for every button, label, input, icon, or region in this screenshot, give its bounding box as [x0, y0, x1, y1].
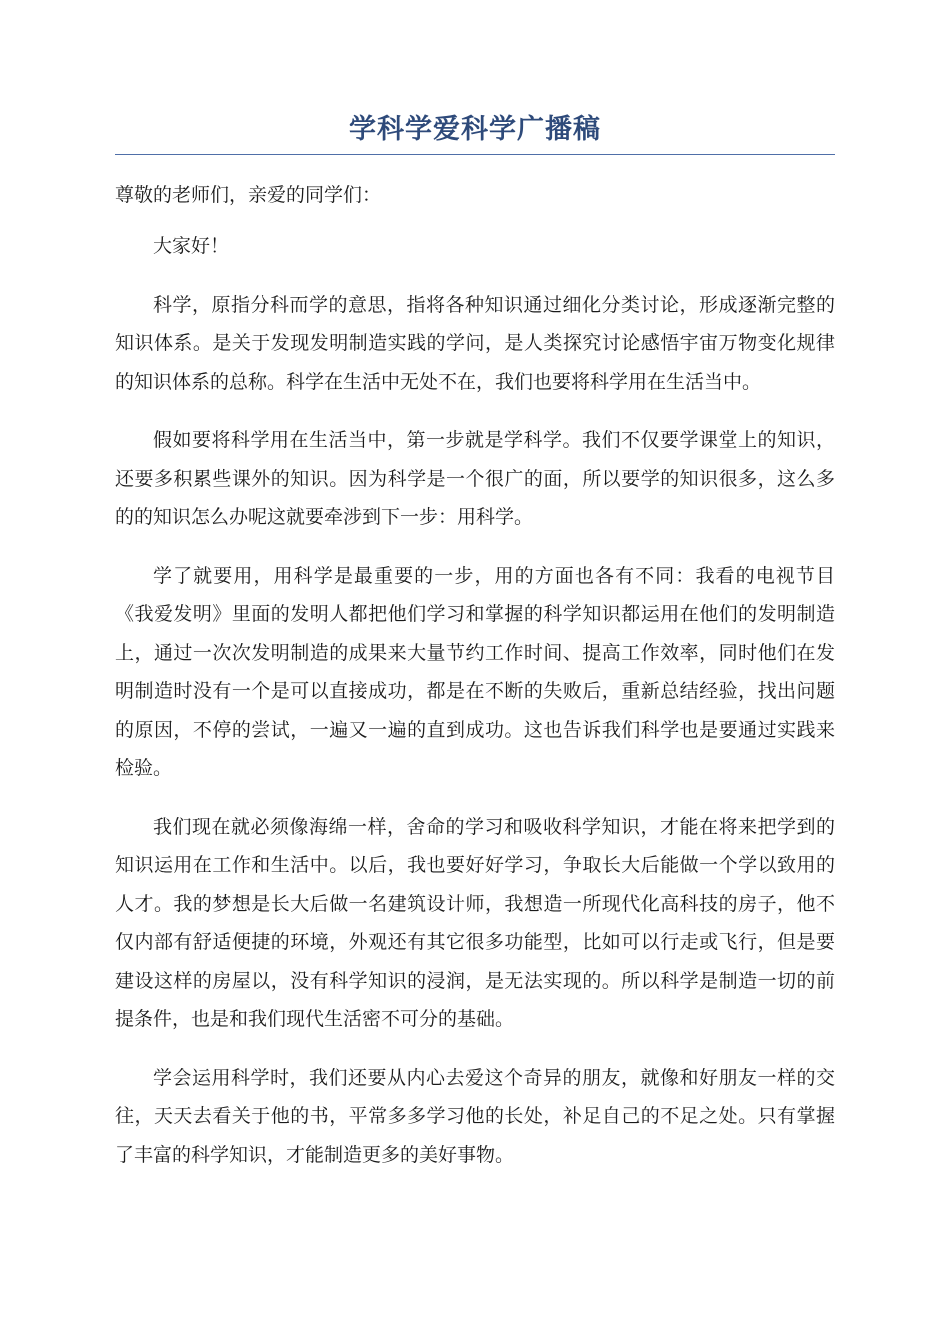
paragraph: 学了就要用，用科学是最重要的一步，用的方面也各有不同：我看的电视节目《我爱发明》里面的发明人都把他们学习和掌握的科学知识都运用在他们的发明制造上，通过一次次发明制造的成果来大量节约工作时间、提高工作效率，同时他们在发明制造时没有一个是可以直接成功，都是在不断的失败后，重新总结经验，找出问题的原因，不停的尝试，一遍又一遍的直到成功。这也告诉我们科学也是要通过实践来检验。	[115, 564, 835, 779]
paragraph: 假如要将科学用在生活当中，第一步就是学科学。我们不仅要学课堂上的知识，还要多积累些课外的知识。因为科学是一个很广的面，所以要学的知识很多，这么多的的知识怎么办呢这就要牵涉到下一步：用科学。	[115, 429, 835, 528]
paragraph: 大家好！	[153, 235, 230, 257]
document-title: 学科学爱科学广播稿	[349, 114, 601, 145]
paragraph: 科学，原指分科而学的意思，指将各种知识通过细化分类讨论，形成逐渐完整的知识体系。是关于发现发明制造实践的学问，是人类探究讨论感悟宇宙万物变化规律的知识体系的总称。科学在生活中无处不在，我们也要将科学用在生活当中。	[115, 293, 835, 393]
document-page	[115, 108, 835, 1174]
title-underline	[115, 154, 835, 155]
greeting: 尊敬的老师们，亲爱的同学们：	[115, 184, 382, 206]
paragraph: 我们现在就必须像海绵一样，舍命的学习和吸收科学知识，才能在将来把学到的知识运用在工作和生活中。以后，我也要好好学习，争取长大后能做一个学以致用的人才。我的梦想是长大后做一名建筑设计师，我想造一所现代化高科技的房子，他不仅内部有舒适便捷的环境，外观还有其它很多功能型，比如可以行走或飞行，但是要建设这样的房屋以，没有科学知识的浸润，是无法实现的。所以科学是制造一切的前提条件，也是和我们现代生活密不可分的基础。	[115, 815, 835, 1030]
paragraph: 学会运用科学时，我们还要从内心去爱这个奇异的朋友，就像和好朋友一样的交往，天天去看关于他的书，平常多多学习他的长处，补足自己的不足之处。只有掌握了丰富的科学知识，才能制造更多的美好事物。	[115, 1066, 835, 1166]
